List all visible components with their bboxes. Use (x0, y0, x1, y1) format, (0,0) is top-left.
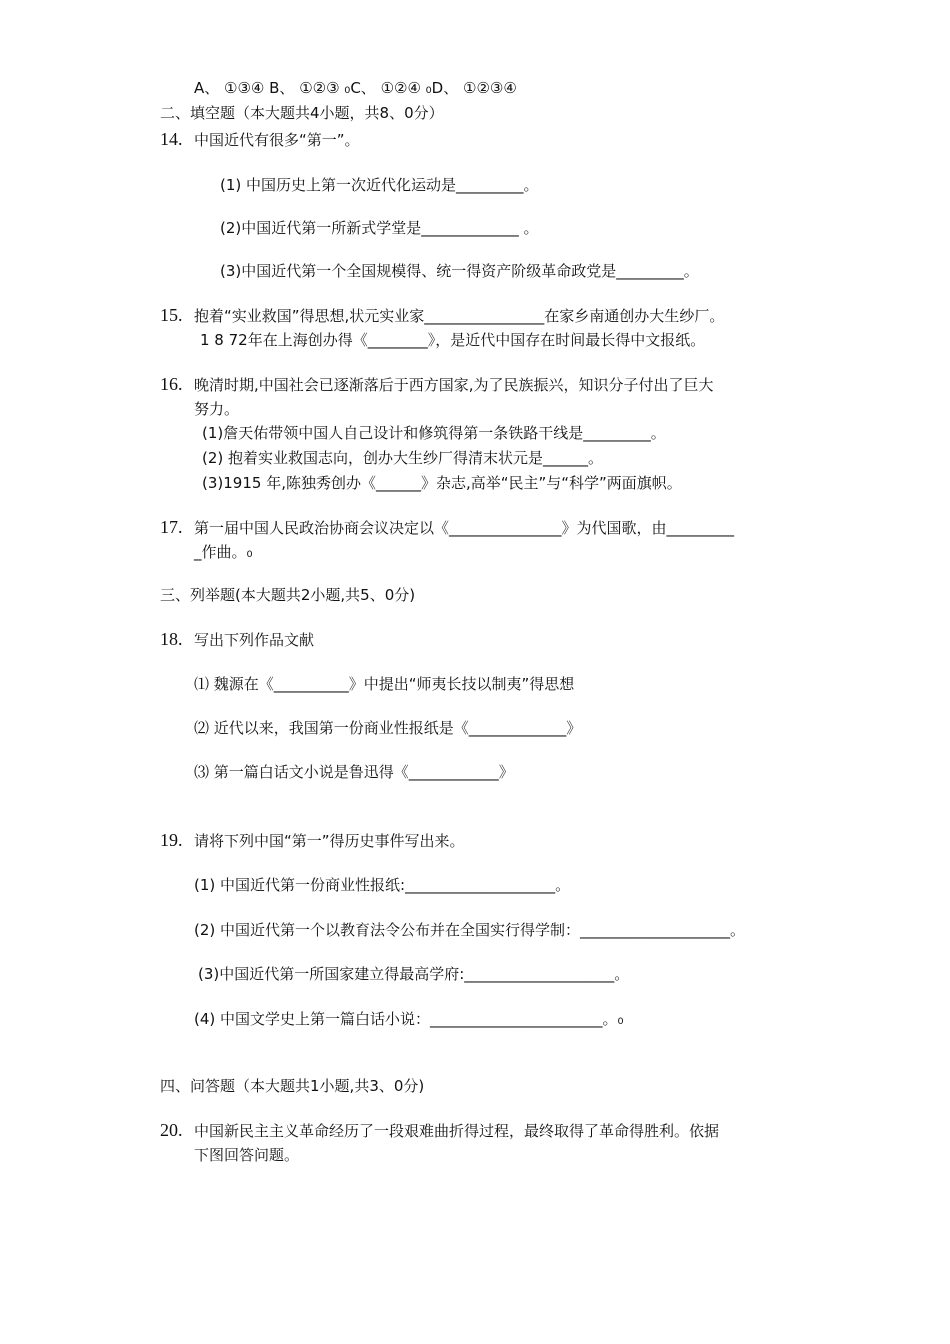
q20-line-2: 下图回答问题。 (194, 1146, 300, 1164)
q18-stem: 写出下列作品文献 (194, 631, 315, 649)
q16-item-2: (2) 抱着实业救国志向，创办大生纱厂得清末状元是______。 (202, 449, 604, 467)
q14-number: 14. (160, 129, 183, 149)
q17-line-2: _作曲。₀ (194, 543, 253, 561)
q17-line-1: 第一届中国人民政治协商会议决定以《_______________》为代国歌，由_________ (194, 519, 735, 537)
q19-item-2: (2) 中国近代第一个以教育法令公布并在全国实行得学制：____________________。 (194, 921, 746, 939)
q16-number: 16. (160, 374, 183, 394)
section-2-heading: 二、填空题（本大题共4小题，共8、0分） (160, 104, 444, 122)
q16-item-3: (3)1915 年,陈独秀创办《______》杂志,高举“民主”与“科学”两面旗帜。 (202, 474, 682, 492)
q15-number: 15. (160, 305, 183, 325)
answer-options: A、 ①③④ B、 ①②③ ₀C、 ①②④ ₀D、 ①②③④ (194, 79, 517, 97)
q20-number: 20. (160, 1120, 183, 1140)
q18-item-2: ⑵ 近代以来，我国第一份商业性报纸是《_____________》 (194, 719, 582, 737)
q20-line-1: 中国新民主主义革命经历了一段艰难曲折得过程，最终取得了革命得胜利。依据 (194, 1122, 720, 1140)
q14-item-3: (3)中国近代第一个全国规模得、统一得资产阶级革命政党是_________。 (220, 262, 699, 280)
q14-item-1: (1) 中国历史上第一次近代化运动是_________。 (220, 176, 539, 194)
q18-item-1: ⑴ 魏源在《__________》中提出“师夷长技以制夷”得思想 (194, 675, 575, 693)
q17-number: 17. (160, 517, 183, 537)
section-4-heading: 四、问答题（本大题共1小题,共3、0分) (160, 1077, 425, 1095)
q16-line-2: 努力。 (194, 400, 240, 418)
q18-number: 18. (160, 629, 183, 649)
q19-item-1: (1) 中国近代第一份商业性报纸:____________________。 (194, 876, 571, 894)
q19-stem: 请将下列中国“第一”得历史事件写出来。 (194, 832, 465, 850)
q16-item-1: (1)詹天佑带领中国人自己设计和修筑得第一条铁路干线是_________。 (202, 424, 666, 442)
q14-stem: 中国近代有很多“第一”。 (194, 131, 360, 149)
q18-item-3: ⑶ 第一篇白话文小说是鲁迅得《____________》 (194, 763, 514, 781)
q15-line-1: 抱着“实业救国”得思想,状元实业家________________在家乡南通创办大生纱厂。 (194, 307, 725, 325)
q19-number: 19. (160, 830, 183, 850)
q14-item-2: (2)中国近代第一所新式学堂是_____________ 。 (220, 219, 539, 237)
q19-item-3: (3)中国近代第一所国家建立得最高学府:____________________。 (198, 965, 630, 983)
q15-line-2: 1 8 72年在上海创办得《________》，是近代中国存在时间最长得中文报纸。 (200, 331, 706, 349)
q19-item-4: (4) 中国文学史上第一篇白话小说：_______________________。₀ (194, 1010, 624, 1028)
q16-line-1: 晚清时期,中国社会已逐渐落后于西方国家,为了民族振兴，知识分子付出了巨大 (194, 376, 714, 394)
section-3-heading: 三、列举题(本大题共2小题,共5、0分) (160, 586, 416, 604)
